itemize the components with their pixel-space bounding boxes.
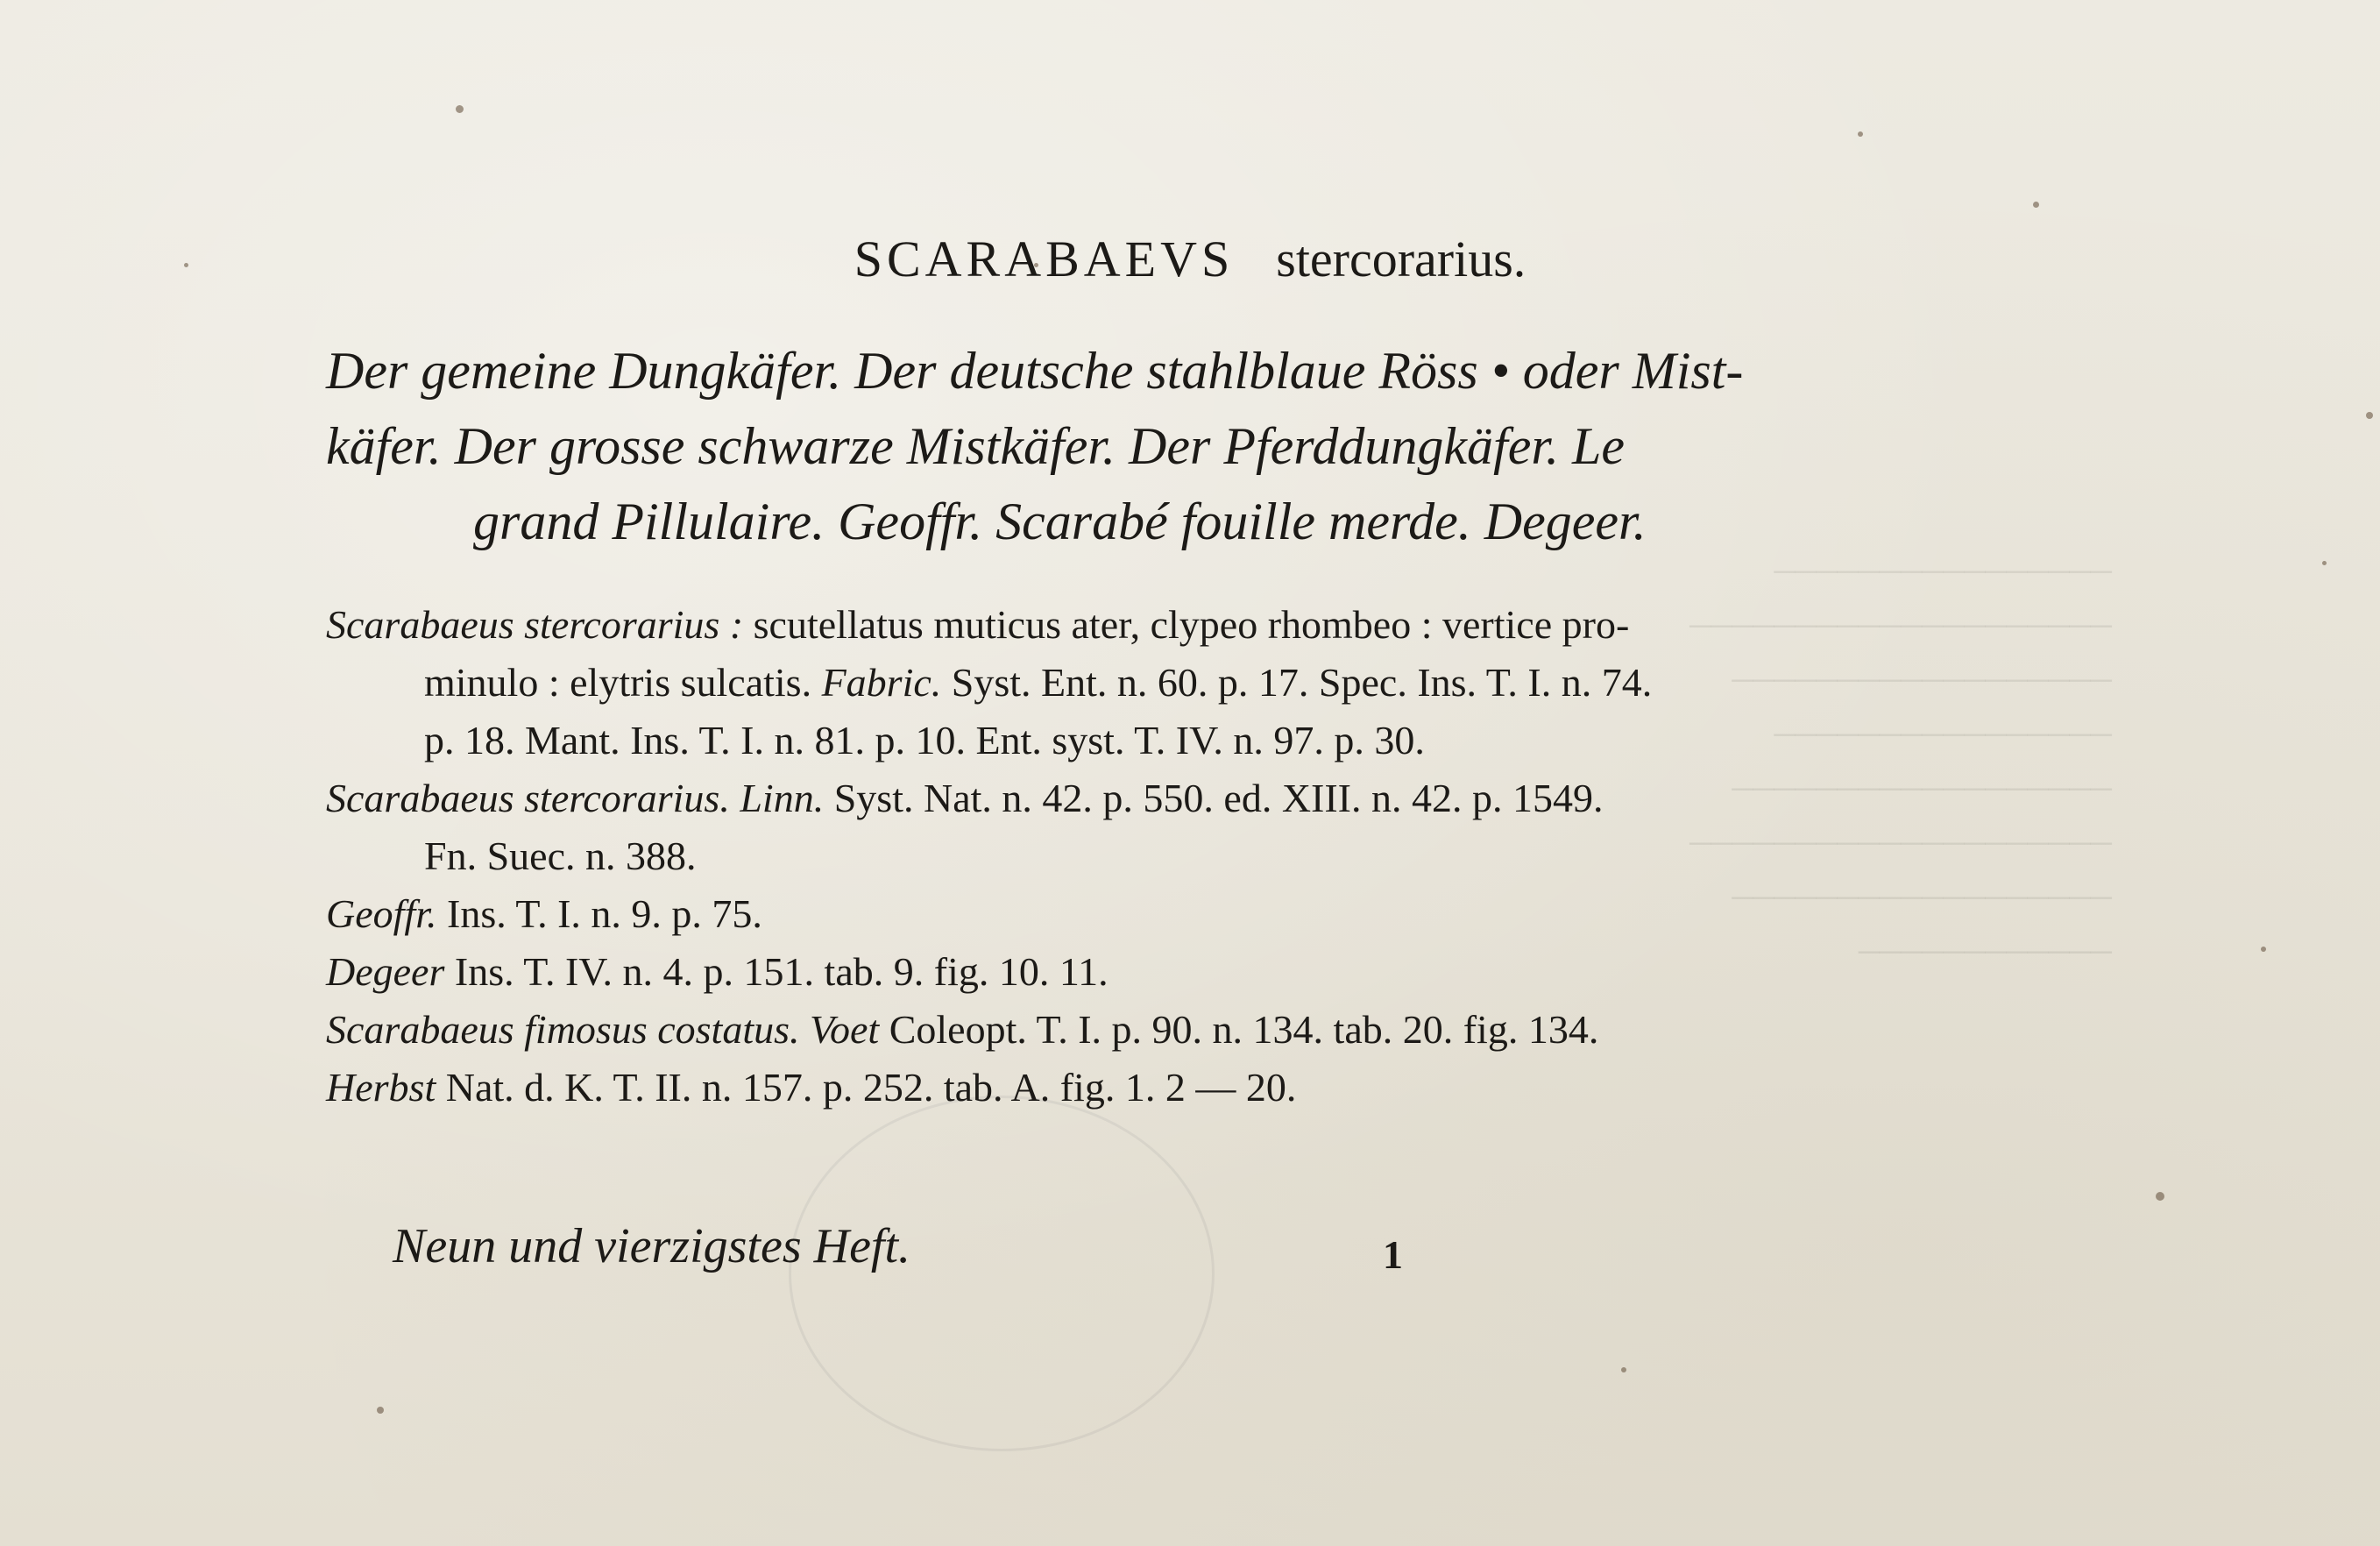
common-names-paragraph <box>326 333 2070 559</box>
reference-author: Degeer <box>326 949 445 994</box>
reference-taxon: Scarabaeus stercorarius : <box>326 602 744 647</box>
paper-speck <box>2156 1192 2164 1201</box>
genus-heading: SCARABAEVS <box>854 230 1235 287</box>
paper-speck <box>377 1407 384 1414</box>
reverse-page-bleedthrough: ──────────────── ──────────────────── ────────────────── ──────────────── ────────────────── ──────────────────── ────────────────── ──────────── <box>1689 556 2112 968</box>
reference-text: Ins. T. I. n. 9. p. 75. <box>447 891 762 936</box>
species-heading: stercorarius. <box>1276 230 1526 287</box>
reference-author: Voet <box>810 1007 880 1052</box>
page-title <box>0 230 2380 288</box>
reference-continuation: Fn. Suec. n. 388. <box>424 833 697 878</box>
reference-entry <box>326 596 2079 654</box>
reference-author: Linn. <box>740 776 825 820</box>
issue-label: Neun und vierzigstes Heft. <box>393 1219 911 1273</box>
reference-author: Fabric. <box>821 660 942 705</box>
paper-speck <box>1858 131 1863 137</box>
reference-text: Nat. d. K. T. II. n. 157. p. 252. tab. A. fig. 1. 2 — 20. <box>445 1065 1297 1110</box>
paper-speck <box>2033 202 2039 208</box>
reference-text: scutellatus muticus ater, clypeo rhombeo : vertice pro- <box>753 602 1630 647</box>
reference-list <box>326 596 2079 1117</box>
paper-speck <box>2261 947 2266 952</box>
reference-taxon: Scarabaeus stercorarius. <box>326 776 730 820</box>
reference-text: Syst. Nat. n. 42. p. 550. ed. XIII. n. 42. p. 1549. <box>833 776 1604 820</box>
reference-entry <box>326 1001 2079 1059</box>
paper-speck <box>456 105 464 113</box>
intro-line: Der gemeine Dungkäfer. Der deutsche stahlblaue Röss • oder Mist- <box>326 342 1744 400</box>
reference-continuation: p. 18. Mant. Ins. T. I. n. 81. p. 10. Ent. syst. T. IV. n. 97. p. 30. <box>424 718 1425 762</box>
reference-entry <box>326 943 2079 1001</box>
intro-line: käfer. Der grosse schwarze Mistkäfer. Der Pferddungkäfer. Le <box>326 417 1626 475</box>
reference-text: Coleopt. T. I. p. 90. n. 134. tab. 20. fig. 134. <box>889 1007 1599 1052</box>
reference-text: minulo : elytris sulcatis. <box>424 660 812 705</box>
paper-speck <box>2322 561 2327 565</box>
reference-entry <box>326 1059 2079 1117</box>
paper-speck <box>1621 1367 1626 1372</box>
reference-author: Herbst <box>326 1065 436 1110</box>
signature-mark: 1 <box>1383 1232 1403 1277</box>
paper-speck <box>2366 412 2373 419</box>
reference-author: Geoffr. <box>326 891 437 936</box>
reference-taxon: Scarabaeus fimosus costatus. <box>326 1007 800 1052</box>
intro-line: grand Pillulaire. Geoffr. Scarabé fouille merde. Degeer. <box>473 493 1647 550</box>
reference-text: Ins. T. IV. n. 4. p. 151. tab. 9. fig. 10. 11. <box>454 949 1109 994</box>
reference-entry <box>326 885 2079 943</box>
reference-text: Syst. Ent. n. 60. p. 17. Spec. Ins. T. I. n. 74. <box>951 660 1653 705</box>
reference-entry <box>326 769 2079 827</box>
reference-continuation <box>326 654 2079 712</box>
